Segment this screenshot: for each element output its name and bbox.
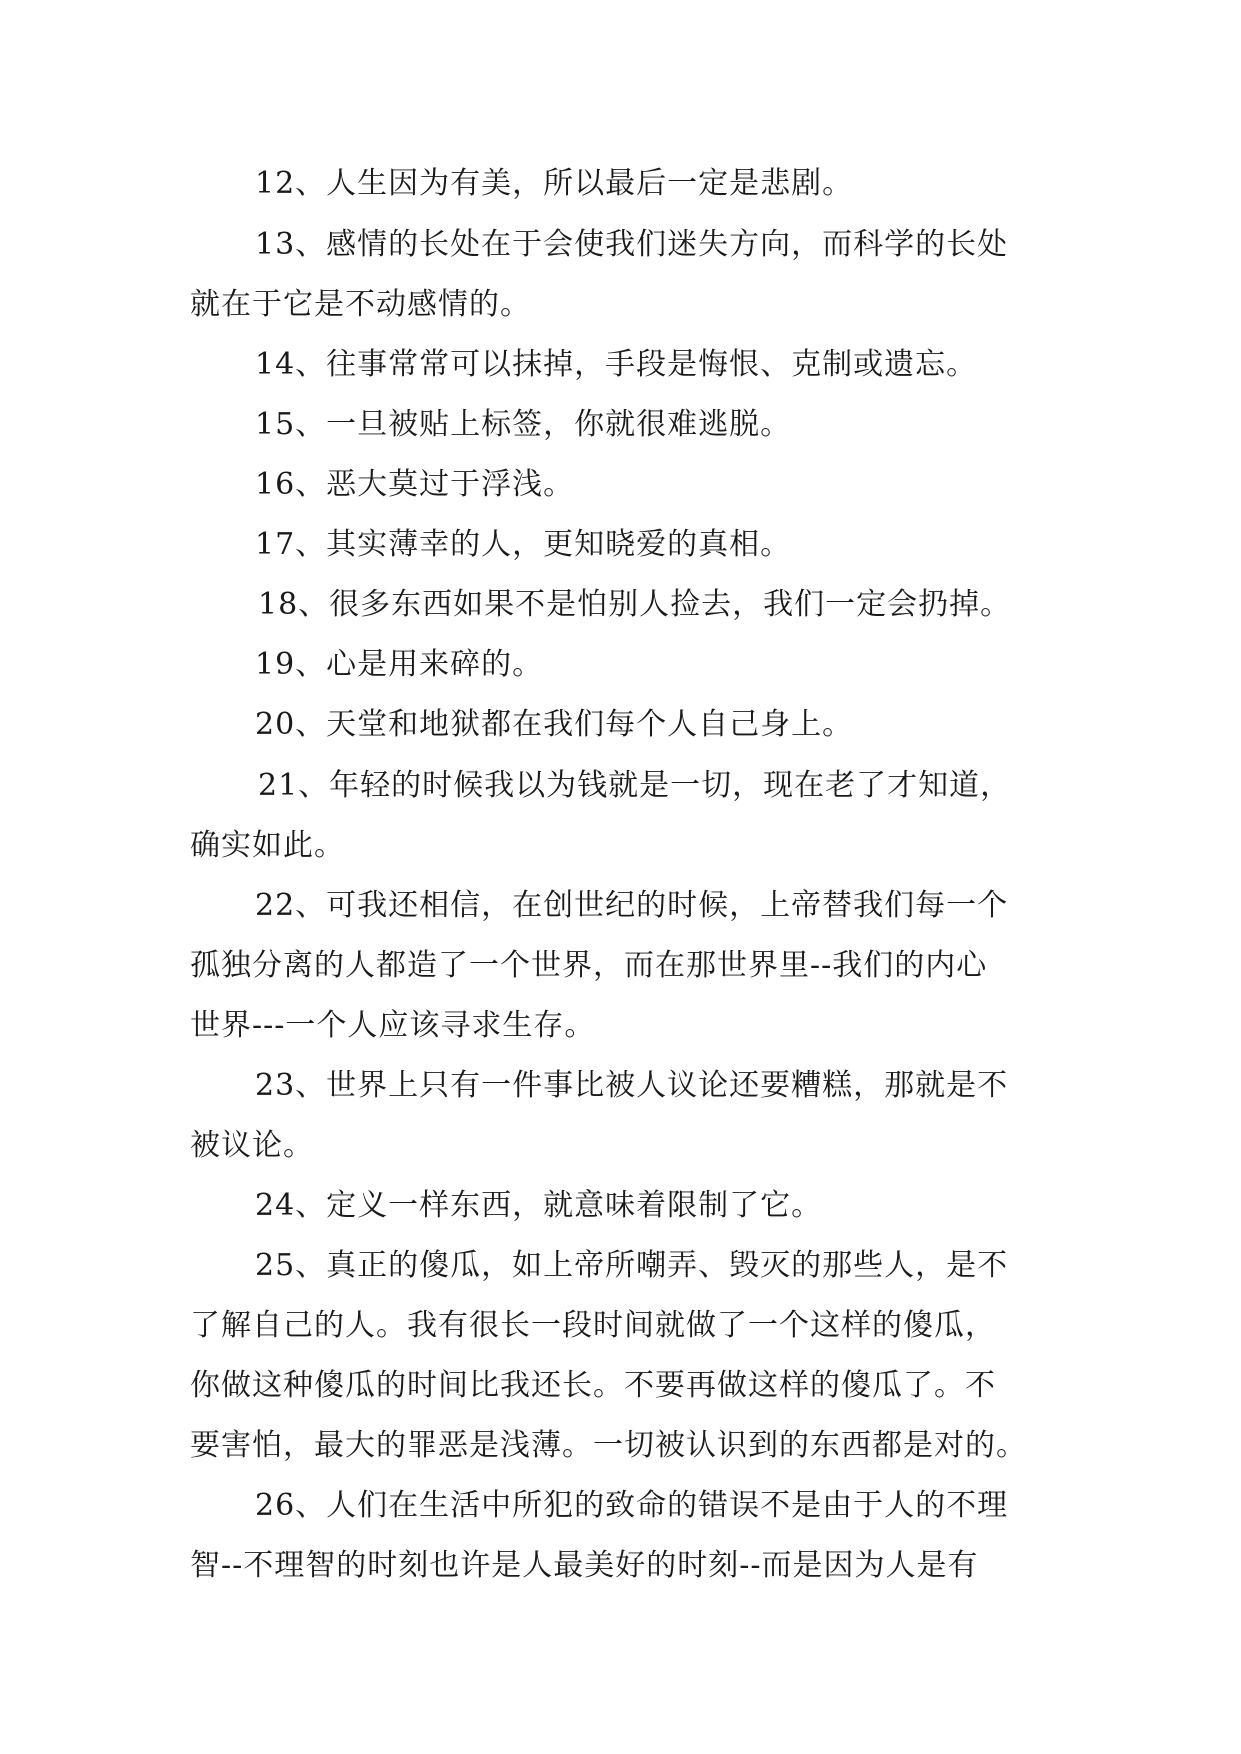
quote-24-line: 24、定义一样东西，就意味着限制了它。 [255,1188,823,1223]
quote-18-line: 18、很多东西如果不是怕别人捡去，我们一定会扔掉。 [258,587,1012,622]
quote-21-line-1: 21、年轻的时候我以为钱就是一切，现在老了才知道， [258,768,1012,803]
quote-22-line-3: 世界---一个人应该寻求生存。 [190,1008,596,1043]
quote-20-line: 20、天堂和地狱都在我们每个人自己身上。 [255,707,854,742]
quote-12-line: 12、人生因为有美，所以最后一定是悲剧。 [255,166,854,201]
quote-16-line: 16、恶大莫过于浮浅。 [255,467,575,502]
quote-19-line: 19、心是用来碎的。 [255,647,544,682]
quote-13-line-1: 13、感情的长处在于会使我们迷失方向，而科学的长处 [255,227,1009,262]
quote-25-line-2: 了解自己的人。我有很长一段时间就做了一个这样的傻瓜， [190,1308,996,1343]
quote-26-line-2: 智--不理智的时刻也许是人最美好的时刻--而是因为人是有 [190,1548,979,1583]
quote-14-line: 14、往事常常可以抹掉，手段是悔恨、克制或遗忘。 [255,347,978,382]
quote-25-line-1: 25、真正的傻瓜，如上帝所嘲弄、毁灭的那些人，是不 [255,1248,1009,1283]
quote-22-line-1: 22、可我还相信，在创世纪的时候，上帝替我们每一个 [255,888,1009,923]
quote-23-line-2: 被议论。 [190,1128,314,1163]
quote-25-line-3: 你做这种傻瓜的时间比我还长。不要再做这样的傻瓜了。不 [190,1368,996,1403]
quote-26-line-1: 26、人们在生活中所犯的致命的错误不是由于人的不理 [255,1488,1009,1523]
quote-17-line: 17、其实薄幸的人，更知晓爱的真相。 [255,527,792,562]
quote-25-line-4: 要害怕，最大的罪恶是浅薄。一切被认识到的东西都是对的。 [190,1428,1027,1463]
quote-13-line-2: 就在于它是不动感情的。 [190,287,531,322]
quote-21-line-2: 确实如此。 [190,828,345,863]
quote-15-line: 15、一旦被贴上标签，你就很难逃脱。 [255,407,792,442]
quote-22-line-2: 孤独分离的人都造了一个世界，而在那世界里--我们的内心 [190,948,988,983]
quote-23-line-1: 23、世界上只有一件事比被人议论还要糟糕，那就是不 [255,1068,1009,1103]
